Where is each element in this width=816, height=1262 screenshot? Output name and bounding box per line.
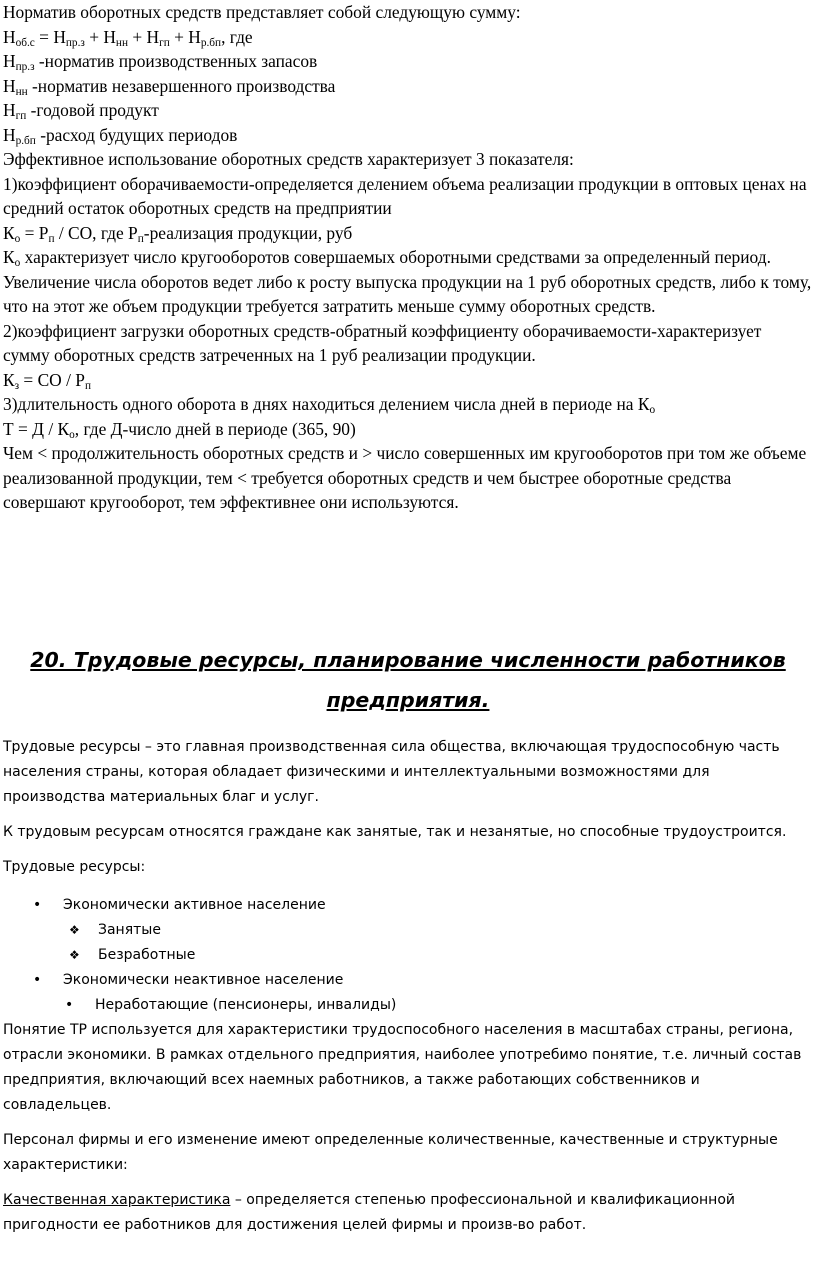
definition-production-stock: $Н_{пр.з}$ -норматив производственных запасов [3,51,318,73]
labor-resources-section [3,735,812,1238]
formula-t: $Т = Д / К_о$, где Д-число дней в периоде (365, 90) [3,418,356,441]
intro-line: Норматив оборотных средств представляет собой следующую сумму: [3,2,521,22]
section-heading: 20. Трудовые ресурсы, планирование численности работников предприятия. [30,648,786,712]
list-item-employed: ❖ Занятые [3,918,812,943]
paragraph-definition: Трудовые ресурсы – это главная производственная сила общества, включающая трудоспособную часть населения страны, которая обладает физическими и интеллектуальными возможностями для производства материальных благ и услуг. [3,739,780,805]
definition-annual-product: $Н_{гп}$ -годовой продукт [3,100,159,122]
ko-description: $К_о$ характеризует число кругооборотов совершаемых оборотными средствами за определенный период. Увеличение числа оборотов ведет либо к росту выпуска продукции на 1 руб оборотных средств, либо к тому, что на этот же объем продукции требуется затратить меньше сумму оборотных средств. [3,247,812,316]
labor-resources-list [3,893,812,1018]
paragraph-list-title: Трудовые ресурсы: [3,859,146,875]
paragraph-quality: Качественная характеристика – определяется степенью профессиональной и квалификационной пригодности ее работников для достижения целей фирмы и произв-во работ. [3,1192,735,1233]
paragraph-concept: Понятие ТР используется для характеристики трудоспособного населения в масштабах страны, региона, отрасли экономики. В рамках отдельного предприятия, наиболее употребимо понятие, т.е. личный состав предприятия, включающий всех наемных работников, а также работающих собственников и совладельцев. [3,1022,802,1113]
list-item-active: • Экономически активное население [3,893,812,918]
paragraph-characteristics: Персонал фирмы и его изменение имеют определенные количественные, качественные и структурные характеристики: [3,1132,778,1173]
conclusion-paragraph: Чем < продолжительность оборотных средств и > число совершенных им кругооборотов при том же объеме реализованной продукции, тем < требуется оборотных средств и чем быстрее оборотные средства совершают кругооборот, тем эффективнее они используются. [3,443,807,512]
definition-future-expenses: $Н_{р.бп}$ -расход будущих периодов [3,124,238,147]
quality-term: Качественная характеристика [3,1192,231,1208]
working-capital-section [3,0,812,515]
formula-kz: $К_з$ = СО / $Р_п$ [3,369,91,392]
list-item-inactive: • Экономически неактивное население [3,968,812,993]
list-item-unemployed: ❖ Безработные [3,943,812,968]
load-ratio-item: 2)коэффициент загрузки оборотных средств-обратный коэффициенту оборачиваемости-характеризует сумму оборотных средств затреченных на 1 руб реализации продукции. [3,320,762,365]
turnover-ratio-item: 1)коэффициент оборачиваемости-определяется делением объема реализации продукции в оптовых ценах на средний остаток оборотных средств на предприятии [3,173,807,218]
definition-work-in-progress: $Н_{нн}$ -норматив незавершенного производства [3,75,336,98]
formula-ko: $К_о = Р_п$ / СО, где $Р_п$-реализация продукции, руб [3,222,353,245]
efficiency-line: Эффективное использование оборотных средств характеризует 3 показателя: [3,149,574,169]
formula-main: $Н_{об.с} = Н_{пр.з} + Н_{нн} + Н_{гп} + Н_{р.бп}$, где [3,26,253,49]
list-item-nonworking: • Неработающие (пенсионеры, инвалиды) [3,993,812,1018]
turnover-duration-item: 3)длительность одного оборота в днях находиться делением числа дней в периоде на $К_о$ [3,394,656,416]
paragraph-scope: К трудовым ресурсам относятся граждане как занятые, так и незанятые, но способные трудоустроится. [3,824,787,840]
